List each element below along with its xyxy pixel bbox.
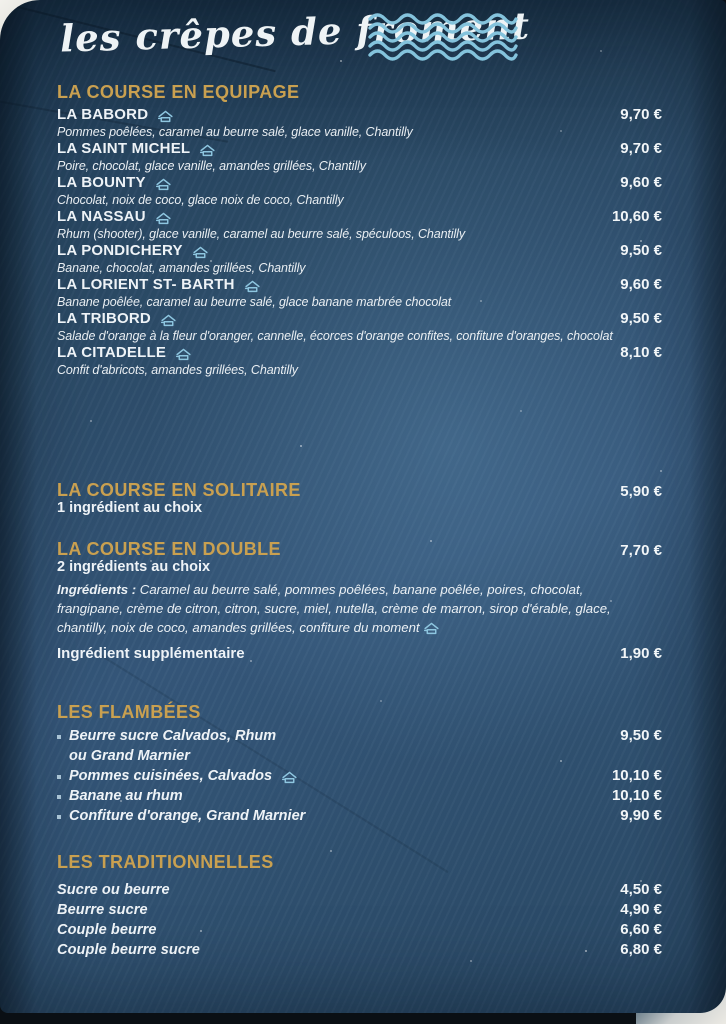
item-name: LA BOUNTY: [57, 174, 146, 191]
fait-maison-icon: [157, 110, 174, 123]
section-heading: LES FLAMBÉES: [57, 702, 201, 722]
menu-item: [57, 276, 662, 310]
fait-maison-icon: [281, 771, 298, 784]
item-price: 9,50 €: [620, 242, 662, 259]
item-price: 8,10 €: [620, 344, 662, 361]
item-description: Rhum (shooter), glace vanille, caramel au beurre salé, spéculoos, Chantilly: [57, 227, 465, 241]
ingredients-list: Caramel au beurre salé, pommes poêlées, banane poêlée, poires, chocolat, frangipane, crème de citron, citron, sucre, miel, nutella, crème de marron, sirop d'érable, glace, chantilly, noix de coco, amandes grillées, confiture du moment: [57, 582, 611, 635]
section-course-en-double: [57, 539, 662, 662]
item-price: 10,60 €: [611, 208, 662, 225]
menu-item: [57, 786, 662, 806]
item-price: 9,90 €: [620, 807, 662, 824]
fait-maison-icon: [244, 280, 261, 293]
item-price: 9,50 €: [620, 310, 662, 327]
item-price: 7,70 €: [620, 542, 662, 559]
item-price: 9,70 €: [620, 140, 662, 157]
menu-item: [57, 766, 662, 786]
menu-item: [57, 106, 662, 140]
waves-icon: [368, 13, 518, 61]
item-description: Banane poêlée, caramel au beurre salé, glace banane marbrée chocolat: [57, 295, 452, 309]
supplement-price: 1,90 €: [620, 645, 662, 662]
item-price: 4,50 €: [620, 881, 662, 898]
ingredients-label: Ingrédients :: [57, 582, 137, 597]
fait-maison-icon: [160, 314, 177, 327]
item-description: Confit d'abricots, amandes grillées, Chantilly: [57, 363, 298, 377]
menu-item: [57, 940, 662, 960]
item-price: 10,10 €: [611, 787, 662, 804]
item-name: Pommes cuisinées, Calvados: [69, 768, 273, 784]
section-les-flambees: [57, 702, 662, 826]
item-name-line2: ou Grand Marnier: [69, 748, 190, 764]
item-name: LA SAINT MICHEL: [57, 140, 191, 157]
square-bullet-icon: [57, 795, 61, 799]
section-heading: LA COURSE EN SOLITAIRE: [57, 480, 301, 500]
section-heading: LA COURSE EN DOUBLE: [57, 539, 281, 559]
item-name: Sucre ou beurre: [57, 882, 170, 898]
item-price: 9,60 €: [620, 174, 662, 191]
item-price: 4,90 €: [620, 901, 662, 918]
item-price: 6,60 €: [620, 921, 662, 938]
menu-content: [57, 82, 662, 960]
section-subtitle: 1 ingrédient au choix: [57, 500, 203, 516]
section-les-traditionnelles: [57, 852, 662, 960]
item-name: Beurre sucre: [57, 902, 148, 918]
item-name: Couple beurre sucre: [57, 942, 200, 958]
item-price: 6,80 €: [620, 941, 662, 958]
fait-maison-icon: [423, 622, 440, 635]
menu-item: [57, 140, 662, 174]
item-name: Banane au rhum: [69, 788, 183, 804]
item-name: Confiture d'orange, Grand Marnier: [69, 808, 306, 824]
page-title: les crêpes de froment: [59, 3, 531, 61]
ingredients-paragraph: [57, 580, 619, 637]
square-bullet-icon: [57, 775, 61, 779]
item-name: Couple beurre: [57, 922, 157, 938]
item-price: 10,10 €: [611, 767, 662, 784]
item-price: 9,70 €: [620, 106, 662, 123]
section-heading: LA COURSE EN EQUIPAGE: [57, 82, 300, 102]
square-bullet-icon: [57, 815, 61, 819]
item-name: Beurre sucre Calvados, Rhum: [69, 728, 277, 744]
item-description: Poire, chocolat, glace vanille, amandes grillées, Chantilly: [57, 159, 366, 173]
fait-maison-icon: [192, 246, 209, 259]
item-description: Pommes poêlées, caramel au beurre salé, glace vanille, Chantilly: [57, 125, 413, 139]
item-price: 9,50 €: [620, 727, 662, 744]
item-name: LA PONDICHERY: [57, 242, 183, 259]
section-course-en-solitaire: [57, 480, 662, 517]
fait-maison-icon: [199, 144, 216, 157]
menu-item: [57, 806, 662, 826]
item-name: LA BABORD: [57, 106, 149, 123]
menu-item: [57, 900, 662, 920]
item-price: 5,90 €: [620, 483, 662, 500]
item-description: Salade d'orange à la fleur d'oranger, cannelle, écorces d'orange confites, confiture d'oranges, chocolat: [57, 329, 613, 343]
item-price: 9,60 €: [620, 276, 662, 293]
menu-item: [57, 344, 662, 378]
section-course-en-equipage: [57, 82, 662, 378]
square-bullet-icon: [57, 735, 61, 739]
section-subtitle: 2 ingrédients au choix: [57, 559, 211, 575]
item-description: Banane, chocolat, amandes grillées, Chantilly: [57, 261, 306, 275]
item-name: LA NASSAU: [57, 208, 146, 225]
supplement-label: Ingrédient supplémentaire: [57, 645, 245, 662]
menu-item: [57, 880, 662, 900]
menu-item: [57, 174, 662, 208]
item-name: LA CITADELLE: [57, 344, 167, 361]
menu-item: [57, 310, 662, 344]
fait-maison-icon: [155, 178, 172, 191]
item-description: Chocolat, noix de coco, glace noix de coco, Chantilly: [57, 193, 344, 207]
fait-maison-icon: [155, 212, 172, 225]
item-name: LA LORIENT ST- BARTH: [57, 276, 235, 293]
item-name: LA TRIBORD: [57, 310, 151, 327]
fait-maison-icon: [175, 348, 192, 361]
menu-item: [57, 208, 662, 242]
menu-item: [57, 920, 662, 940]
supplement-row: [57, 645, 662, 662]
menu-item: [57, 242, 662, 276]
section-heading: LES TRADITIONNELLES: [57, 852, 274, 872]
menu-item: [57, 726, 662, 766]
